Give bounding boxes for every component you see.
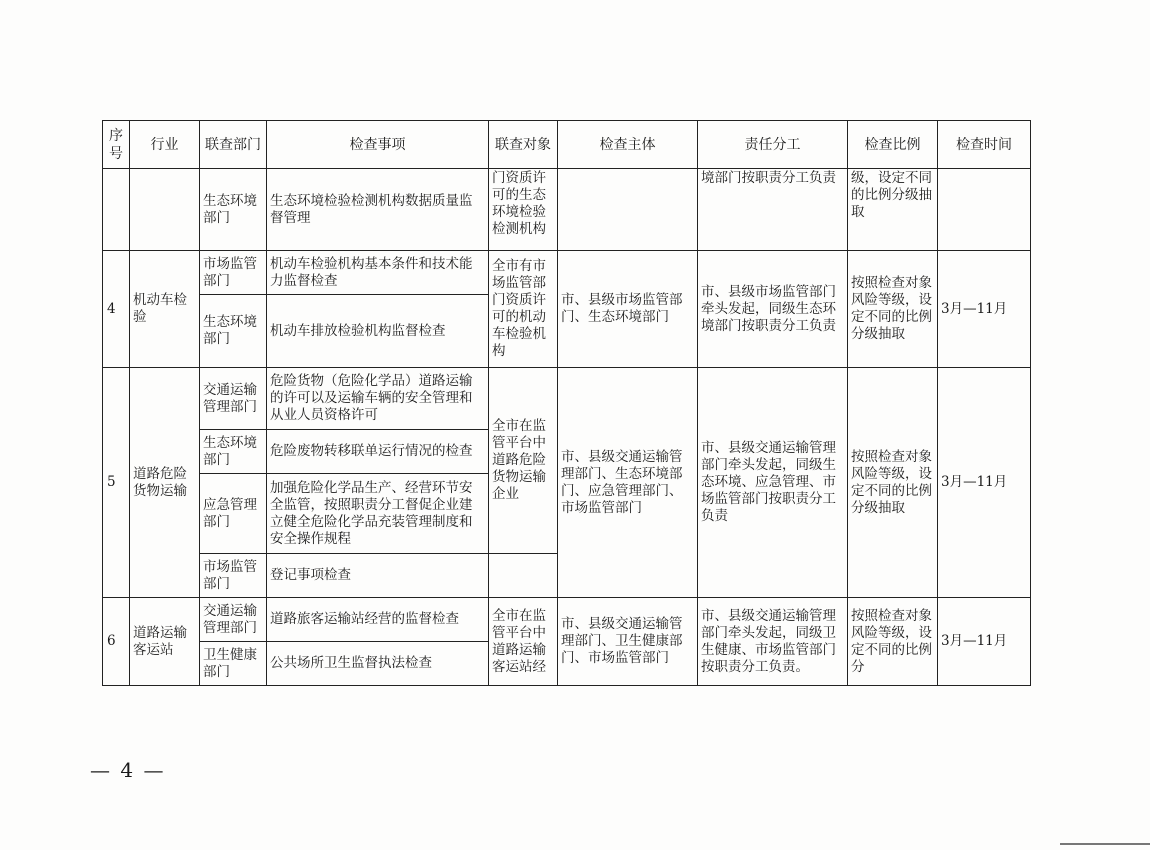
subject-cell: 市、县级市场监管部门、生态环境部门 <box>558 251 698 368</box>
table-row <box>103 368 1031 430</box>
dept-cell: 生态环境部门 <box>200 169 267 251</box>
item-cell: 登记事项检查 <box>267 554 489 598</box>
header-duty: 责任分工 <box>698 121 848 169</box>
item-cell: 公共场所卫生监督执法检查 <box>267 642 489 686</box>
dept-cell: 市场监管部门 <box>200 554 267 598</box>
duty-cell: 市、县级交通运输管理部门牵头发起，同级卫生健康、市场监管部门按职责分工负责。 <box>698 598 848 686</box>
subject-cell: 市、县级交通运输管理部门、生态环境部门、应急管理部门、市场监管部门 <box>558 368 698 598</box>
dept-cell: 生态环境部门 <box>200 295 267 368</box>
page-number: — 4 — <box>90 758 166 782</box>
industry-cell: 机动车检验 <box>130 251 200 368</box>
page-edge-line <box>1060 843 1150 845</box>
item-cell: 机动车检验机构基本条件和技术能力监督检查 <box>267 251 489 295</box>
duty-cell: 境部门按职责分工负责 <box>698 169 848 251</box>
header-dept: 联查部门 <box>200 121 267 169</box>
target-cell <box>489 554 558 598</box>
table-row <box>103 598 1031 642</box>
header-industry: 行业 <box>130 121 200 169</box>
ratio-cell: 按照检查对象风险等级，设定不同的比例分级抽取 <box>848 368 938 598</box>
table-header-row <box>103 121 1031 169</box>
seq-cell <box>103 169 130 251</box>
dept-cell: 生态环境部门 <box>200 430 267 474</box>
item-cell: 生态环境检验检测机构数据质量监督管理 <box>267 169 489 251</box>
dept-cell: 市场监管部门 <box>200 251 267 295</box>
seq-cell: 6 <box>103 598 130 686</box>
item-cell: 危险货物（危险化学品）道路运输的许可以及运输车辆的安全管理和从业人员资格许可 <box>267 368 489 430</box>
target-cell: 全市在监管平台中道路运输客运站经 <box>489 598 558 686</box>
time-cell <box>938 169 1031 251</box>
header-subject: 检查主体 <box>558 121 698 169</box>
industry-cell: 道路运输客运站 <box>130 598 200 686</box>
time-cell: 3月—11月 <box>938 251 1031 368</box>
duty-cell: 市、县级市场监管部门牵头发起，同级生态环境部门按职责分工负责 <box>698 251 848 368</box>
dept-cell: 卫生健康部门 <box>200 642 267 686</box>
table-row <box>103 169 1031 251</box>
subject-cell <box>558 169 698 251</box>
time-cell: 3月—11月 <box>938 598 1031 686</box>
ratio-cell: 按照检查对象风险等级，设定不同的比例分 <box>848 598 938 686</box>
dept-cell: 应急管理部门 <box>200 474 267 554</box>
target-cell: 全市有市场监管部门资质许可的机动车检验机构 <box>489 251 558 368</box>
item-cell: 机动车排放检验机构监督检查 <box>267 295 489 368</box>
industry-cell: 道路危险货物运输 <box>130 368 200 598</box>
target-cell: 门资质许可的生态环境检验检测机构 <box>489 169 558 251</box>
time-cell: 3月—11月 <box>938 368 1031 598</box>
industry-cell <box>130 169 200 251</box>
table-row <box>103 251 1031 295</box>
header-target: 联查对象 <box>489 121 558 169</box>
item-cell: 危险废物转移联单运行情况的检查 <box>267 430 489 474</box>
ratio-cell: 级，设定不同的比例分级抽取 <box>848 169 938 251</box>
seq-cell: 4 <box>103 251 130 368</box>
subject-cell: 市、县级交通运输管理部门、卫生健康部门、市场监管部门 <box>558 598 698 686</box>
dept-cell: 交通运输管理部门 <box>200 598 267 642</box>
header-ratio: 检查比例 <box>848 121 938 169</box>
inspection-table <box>102 120 1031 686</box>
target-cell: 全市在监管平台中道路危险货物运输企业 <box>489 368 558 554</box>
item-cell: 加强危险化学品生产、经营环节安全监管，按照职责分工督促企业建立健全危险化学品充装管理制度和安全操作规程 <box>267 474 489 554</box>
duty-cell: 市、县级交通运输管理部门牵头发起，同级生态环境、应急管理、市场监管部门按职责分工负责 <box>698 368 848 598</box>
item-cell: 道路旅客运输站经营的监督检查 <box>267 598 489 642</box>
header-time: 检查时间 <box>938 121 1031 169</box>
ratio-cell: 按照检查对象风险等级，设定不同的比例分级抽取 <box>848 251 938 368</box>
header-item: 检查事项 <box>267 121 489 169</box>
seq-cell: 5 <box>103 368 130 598</box>
header-seq: 序号 <box>103 121 130 169</box>
dept-cell: 交通运输管理部门 <box>200 368 267 430</box>
